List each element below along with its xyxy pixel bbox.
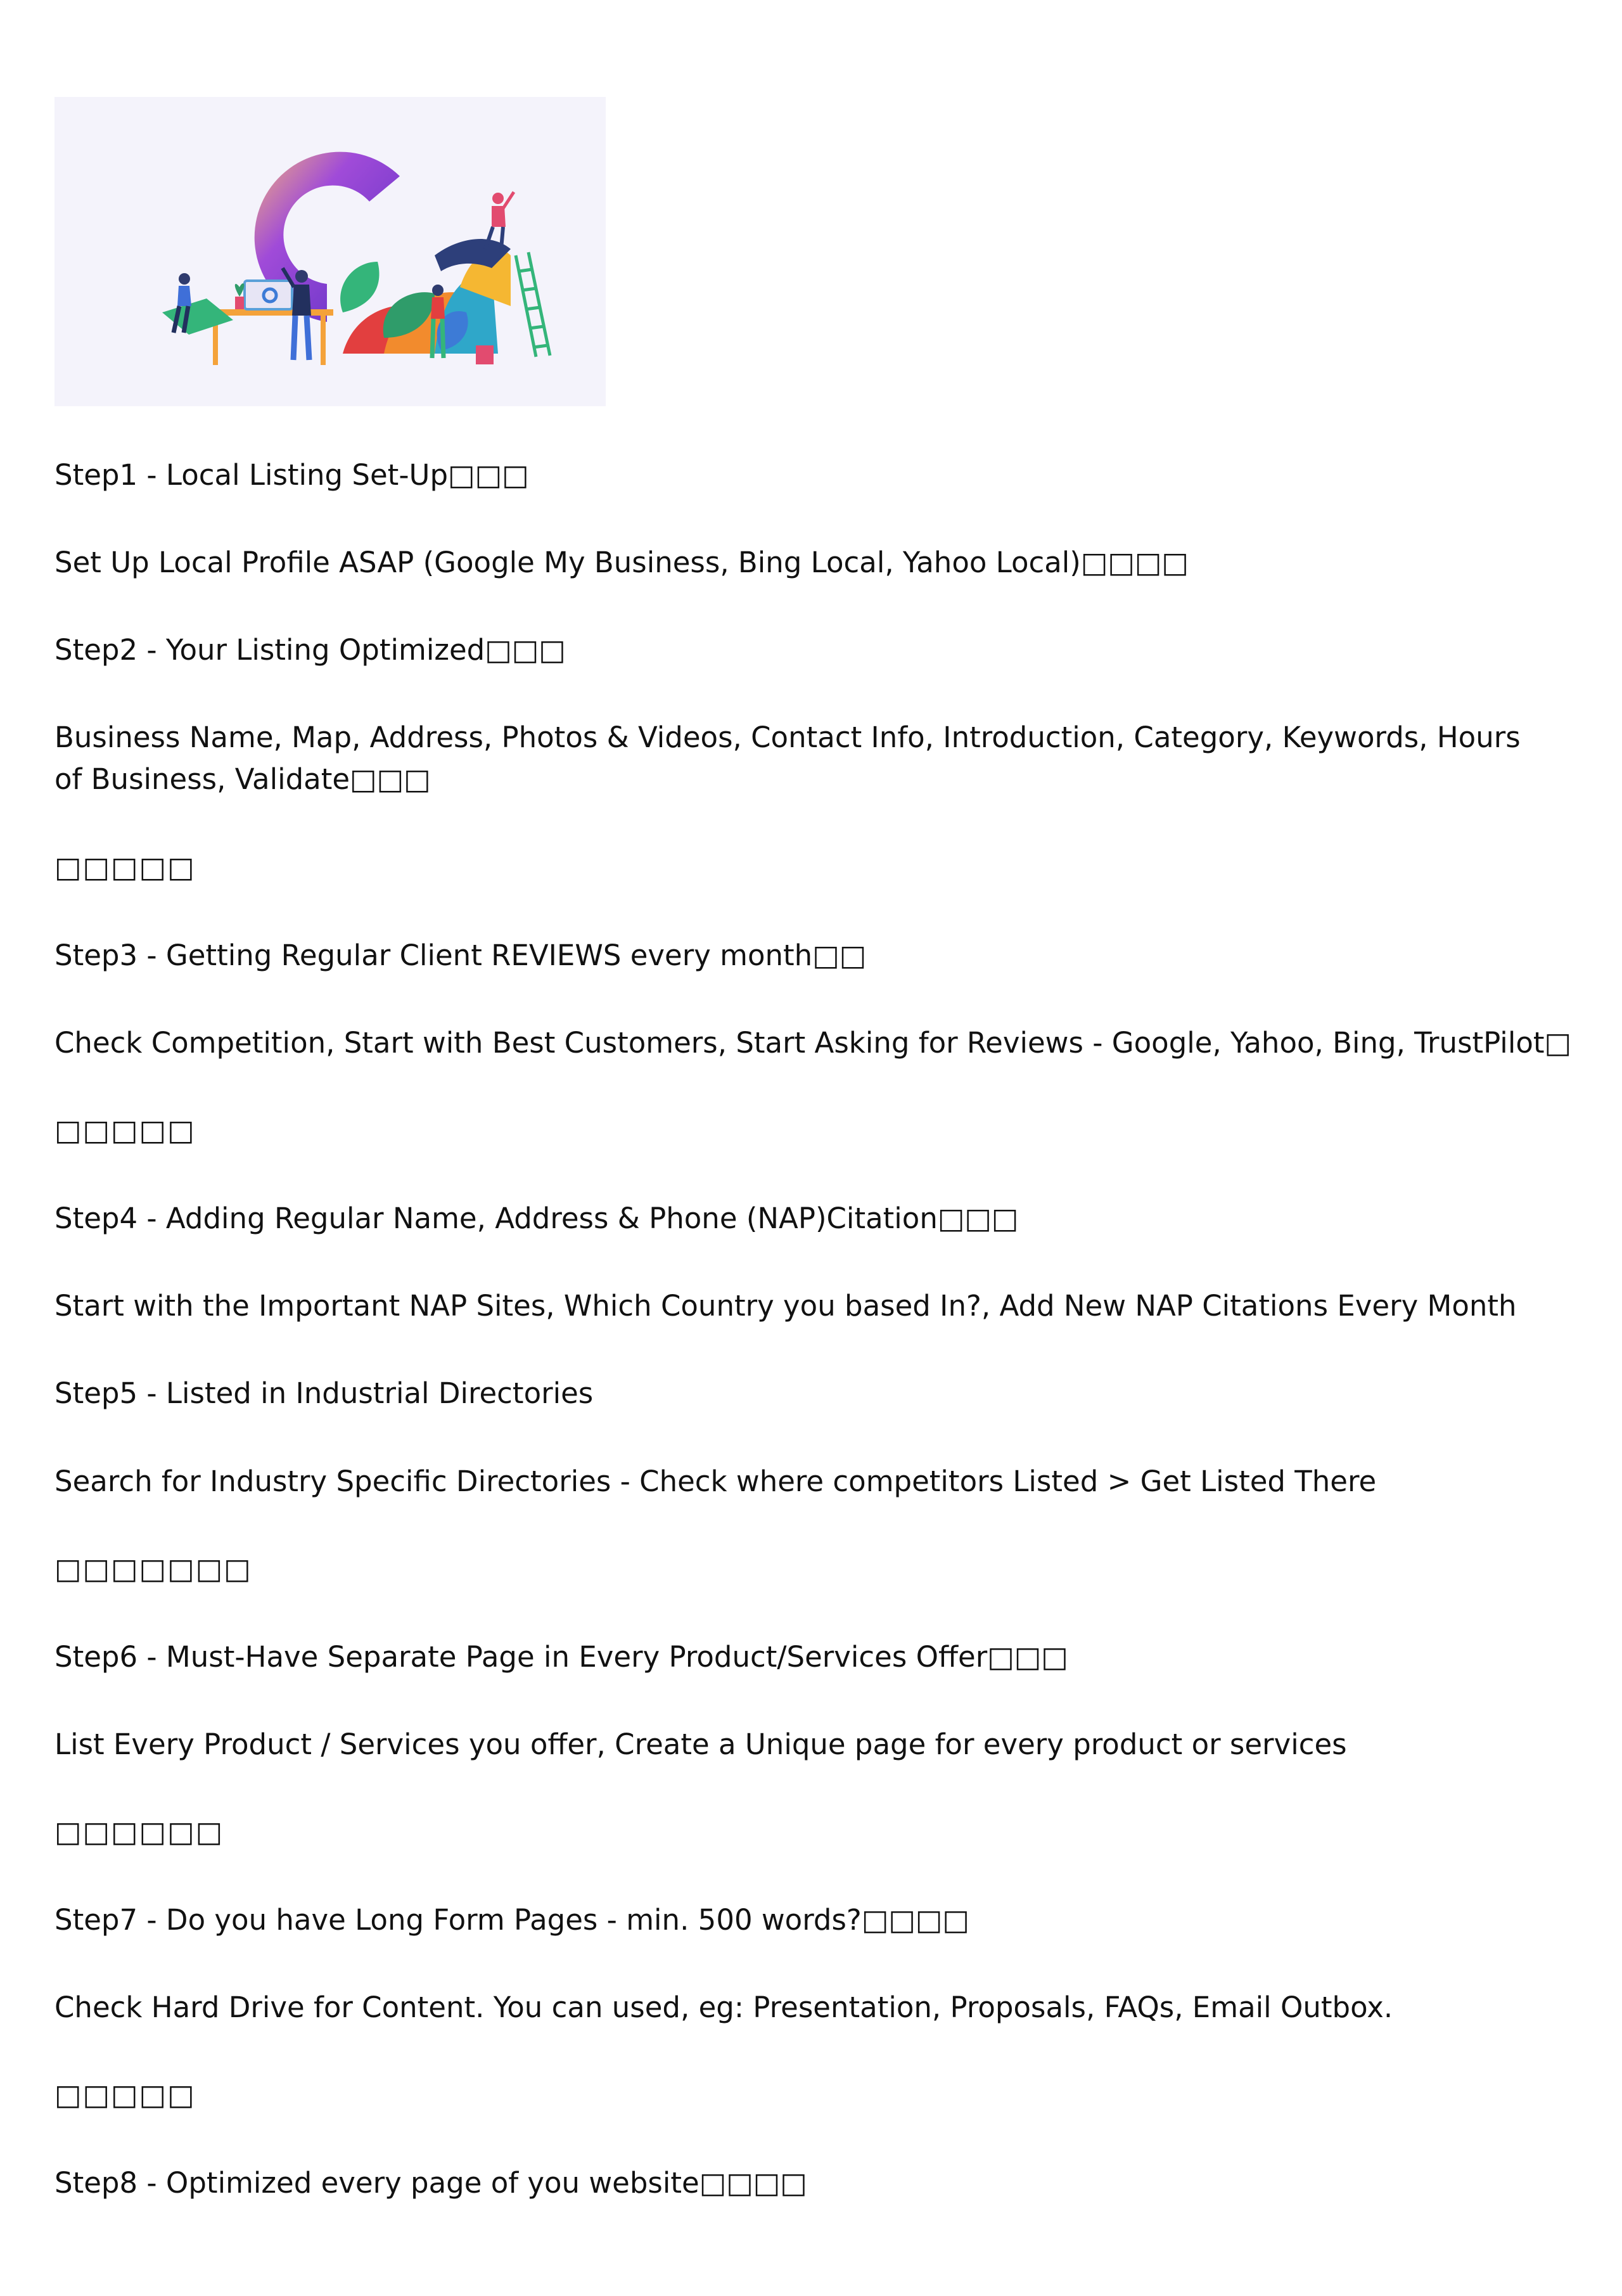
step2-heading: Step2 - Your Listing Optimized□□□ [54,633,566,667]
step3-heading: Step3 - Getting Regular Client REVIEWS every month□□ [54,939,867,972]
placeholder-glyph-line: □□□□□ [54,1113,196,1147]
step4-heading: Step4 - Adding Regular Name, Address & Phone (NAP)Citation□□□ [54,1202,1019,1235]
placeholder-glyph-line: □□□□□□ [54,1815,224,1849]
step1-heading: Step1 - Local Listing Set-Up□□□ [54,458,529,492]
placeholder-glyph-line: □□□□□ [54,2078,196,2112]
placeholder-glyph-line: □□□□□ [54,850,196,884]
step3-description: Check Competition, Start with Best Customers, Start Asking for Reviews - Google, Yahoo, Bing, TrustPilot□ [54,1026,1572,1060]
hero-illustration [54,97,606,406]
step5-description: Search for Industry Specific Directories - Check where competitors Listed > Get Listed There [54,1465,1377,1498]
step7-heading: Step7 - Do you have Long Form Pages - min. 500 words?□□□□ [54,1903,969,1937]
step6-heading: Step6 - Must-Have Separate Page in Every Product/Services Offer□□□ [54,1640,1068,1674]
step2-description: Business Name, Map, Address, Photos & Videos, Contact Info, Introduction, Category, Keywords, Hours of Business, Validate□□□ [54,721,1521,796]
step4-description: Start with the Important NAP Sites, Which Country you based In?, Add New NAP Citations Every Month [54,1289,1517,1323]
step8-heading: Step8 - Optimized every page of you website□□□□ [54,2166,807,2200]
placeholder-glyph-line: □□□□□□□ [54,1552,252,1586]
step7-description: Check Hard Drive for Content. You can used, eg: Presentation, Proposals, FAQs, Email Outbox. [54,1991,1393,2024]
step1-description: Set Up Local Profile ASAP (Google My Business, Bing Local, Yahoo Local)□□□□ [54,546,1189,579]
step5-heading: Step5 - Listed in Industrial Directories [54,1376,594,1410]
step6-description: List Every Product / Services you offer, Create a Unique page for every product or services [54,1728,1347,1761]
seo-growth-illustration-icon [54,97,606,406]
